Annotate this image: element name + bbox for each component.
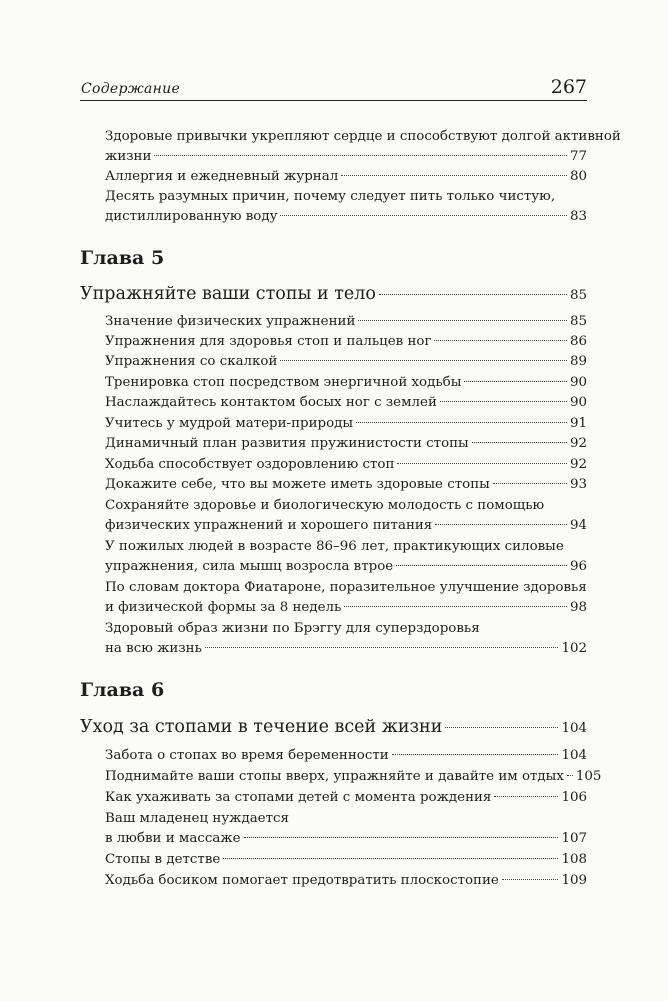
entry-text: дистиллированную воду (105, 209, 278, 224)
entry-text: Поднимайте ваши стопы вверх, упражняйте и давайте им отдых (105, 769, 564, 784)
entry-text: Здоровые привычки укрепляют сердце и способствуют долгой активной (105, 129, 621, 144)
leader-dots (472, 442, 567, 443)
chapter-page: 85 (569, 288, 587, 303)
entry-text: Сохраняйте здоровье и биологическую молодость с помощью (105, 498, 545, 513)
entry-page: 92 (569, 436, 587, 451)
entry-text: Тренировка стоп посредством энергичной ходьбы (105, 375, 462, 390)
entry-page: 91 (569, 416, 587, 431)
running-header (80, 72, 587, 101)
entry-text: Ходьба босиком помогает предотвратить плоскостопие (105, 873, 499, 888)
leader-dots (396, 565, 567, 566)
entry-text: физических упражнений и хорошего питания (105, 518, 433, 533)
chapter-title: Уход за стопами в течение всей жизни (80, 717, 443, 737)
toc-entry (105, 393, 587, 413)
toc-entry (105, 496, 587, 536)
toc-entry (105, 537, 587, 577)
toc-entry (105, 312, 587, 332)
entry-page: 90 (569, 375, 587, 390)
leader-dots (494, 796, 558, 797)
toc-entry (105, 578, 587, 618)
entry-page: 109 (561, 873, 587, 888)
toc-entry (105, 746, 587, 766)
toc-entry (105, 414, 587, 434)
leader-dots (154, 155, 567, 156)
toc-entry (105, 332, 587, 352)
leader-dots (445, 727, 558, 728)
entry-text: Здоровый образ жизни по Брэггу для суперздоровья (105, 621, 480, 636)
entry-text: Аллергия и ежедневный журнал (105, 169, 339, 184)
leader-dots (397, 463, 567, 464)
entry-text: Динамичный план развития пружинистости стопы (105, 436, 469, 451)
toc-entry (105, 373, 587, 393)
entry-page: 106 (561, 790, 587, 805)
entry-page: 77 (569, 149, 587, 164)
leader-dots (435, 524, 567, 525)
entry-page: 96 (569, 559, 587, 574)
toc-entry (105, 871, 587, 891)
page-number: 267 (550, 76, 587, 98)
chapter-title: Упражняйте ваши стопы и тело (80, 284, 376, 304)
leader-dots (356, 422, 567, 423)
entry-page: 98 (569, 600, 587, 615)
toc-entry (105, 352, 587, 372)
entry-page: 104 (561, 748, 587, 763)
entry-text: Учитесь у мудрой матери-природы (105, 416, 354, 431)
toc-entry (105, 127, 621, 167)
entry-text: Значение физических упражнений (105, 314, 356, 329)
entry-page: 89 (569, 354, 587, 369)
leader-dots (392, 754, 559, 755)
chapter-5-title-entry (80, 282, 587, 306)
entry-text: и физической формы за 8 недель (105, 600, 342, 615)
toc-entry (105, 167, 587, 187)
toc-entry (105, 455, 587, 475)
entry-page: 105 (575, 769, 602, 784)
toc-entry (105, 767, 602, 787)
entry-page: 83 (569, 209, 587, 224)
entry-text: упражнения, сила мышц возросла втрое (105, 559, 394, 574)
entry-page: 107 (561, 831, 587, 846)
toc-entry (105, 809, 587, 849)
leader-dots (341, 175, 567, 176)
entry-page: 86 (569, 334, 587, 349)
leader-dots (223, 858, 558, 859)
toc-entry (105, 619, 587, 659)
leader-dots (244, 837, 559, 838)
leader-dots (344, 606, 567, 607)
leader-dots (567, 775, 573, 776)
entry-text: Десять разумных причин, почему следует пить только чистую, (105, 189, 556, 204)
leader-dots (280, 215, 566, 216)
entry-text: Ходьба способствует оздоровлению стоп (105, 457, 395, 472)
entry-page: 108 (561, 852, 587, 867)
entry-page: 85 (569, 314, 587, 329)
entry-page: 94 (569, 518, 587, 533)
entry-text: Ваш младенец нуждается (105, 811, 289, 826)
chapter-page: 104 (561, 721, 587, 736)
entry-page: 80 (569, 169, 587, 184)
entry-text: жизни (105, 149, 152, 164)
leader-dots (464, 381, 567, 382)
entry-text: Стопы в детстве (105, 852, 221, 867)
leader-dots (493, 483, 567, 484)
toc-entry (105, 187, 587, 227)
entry-text: По словам доктора Фиатароне, поразительное улучшение здоровья (105, 580, 587, 595)
entry-text: У пожилых людей в возрасте 86–96 лет, практикующих силовые (105, 539, 564, 554)
entry-text: в любви и массаже (105, 831, 241, 846)
section-title: Содержание (81, 81, 181, 97)
leader-dots (280, 360, 567, 361)
chapter-6-title-entry (80, 715, 587, 739)
entry-text: Упражнения для здоровья стоп и пальцев ног (105, 334, 432, 349)
leader-dots (502, 879, 559, 880)
entry-text: Упражнения со скалкой (105, 354, 278, 369)
toc-entry (105, 850, 587, 870)
leader-dots (440, 401, 567, 402)
leader-dots (434, 340, 566, 341)
entry-text: Докажите себе, что вы можете иметь здоровые стопы (105, 477, 490, 492)
entry-page: 92 (569, 457, 587, 472)
entry-text: Наслаждайтесь контактом босых ног с землей (105, 395, 437, 410)
chapter-5-heading: Глава 5 (80, 247, 165, 269)
entry-page: 93 (569, 477, 587, 492)
leader-dots (379, 294, 567, 295)
entry-text: Забота о стопах во время беременности (105, 748, 389, 763)
leader-dots (205, 647, 559, 648)
leader-dots (358, 320, 567, 321)
entry-text: на всю жизнь (105, 641, 202, 656)
toc-entry (105, 475, 587, 495)
toc-entry (105, 434, 587, 454)
entry-page: 102 (561, 641, 587, 656)
entry-page: 90 (569, 395, 587, 410)
entry-text: Как ухаживать за стопами детей с момента рождения (105, 790, 492, 805)
toc-entry (105, 788, 587, 808)
chapter-6-heading: Глава 6 (80, 679, 165, 701)
